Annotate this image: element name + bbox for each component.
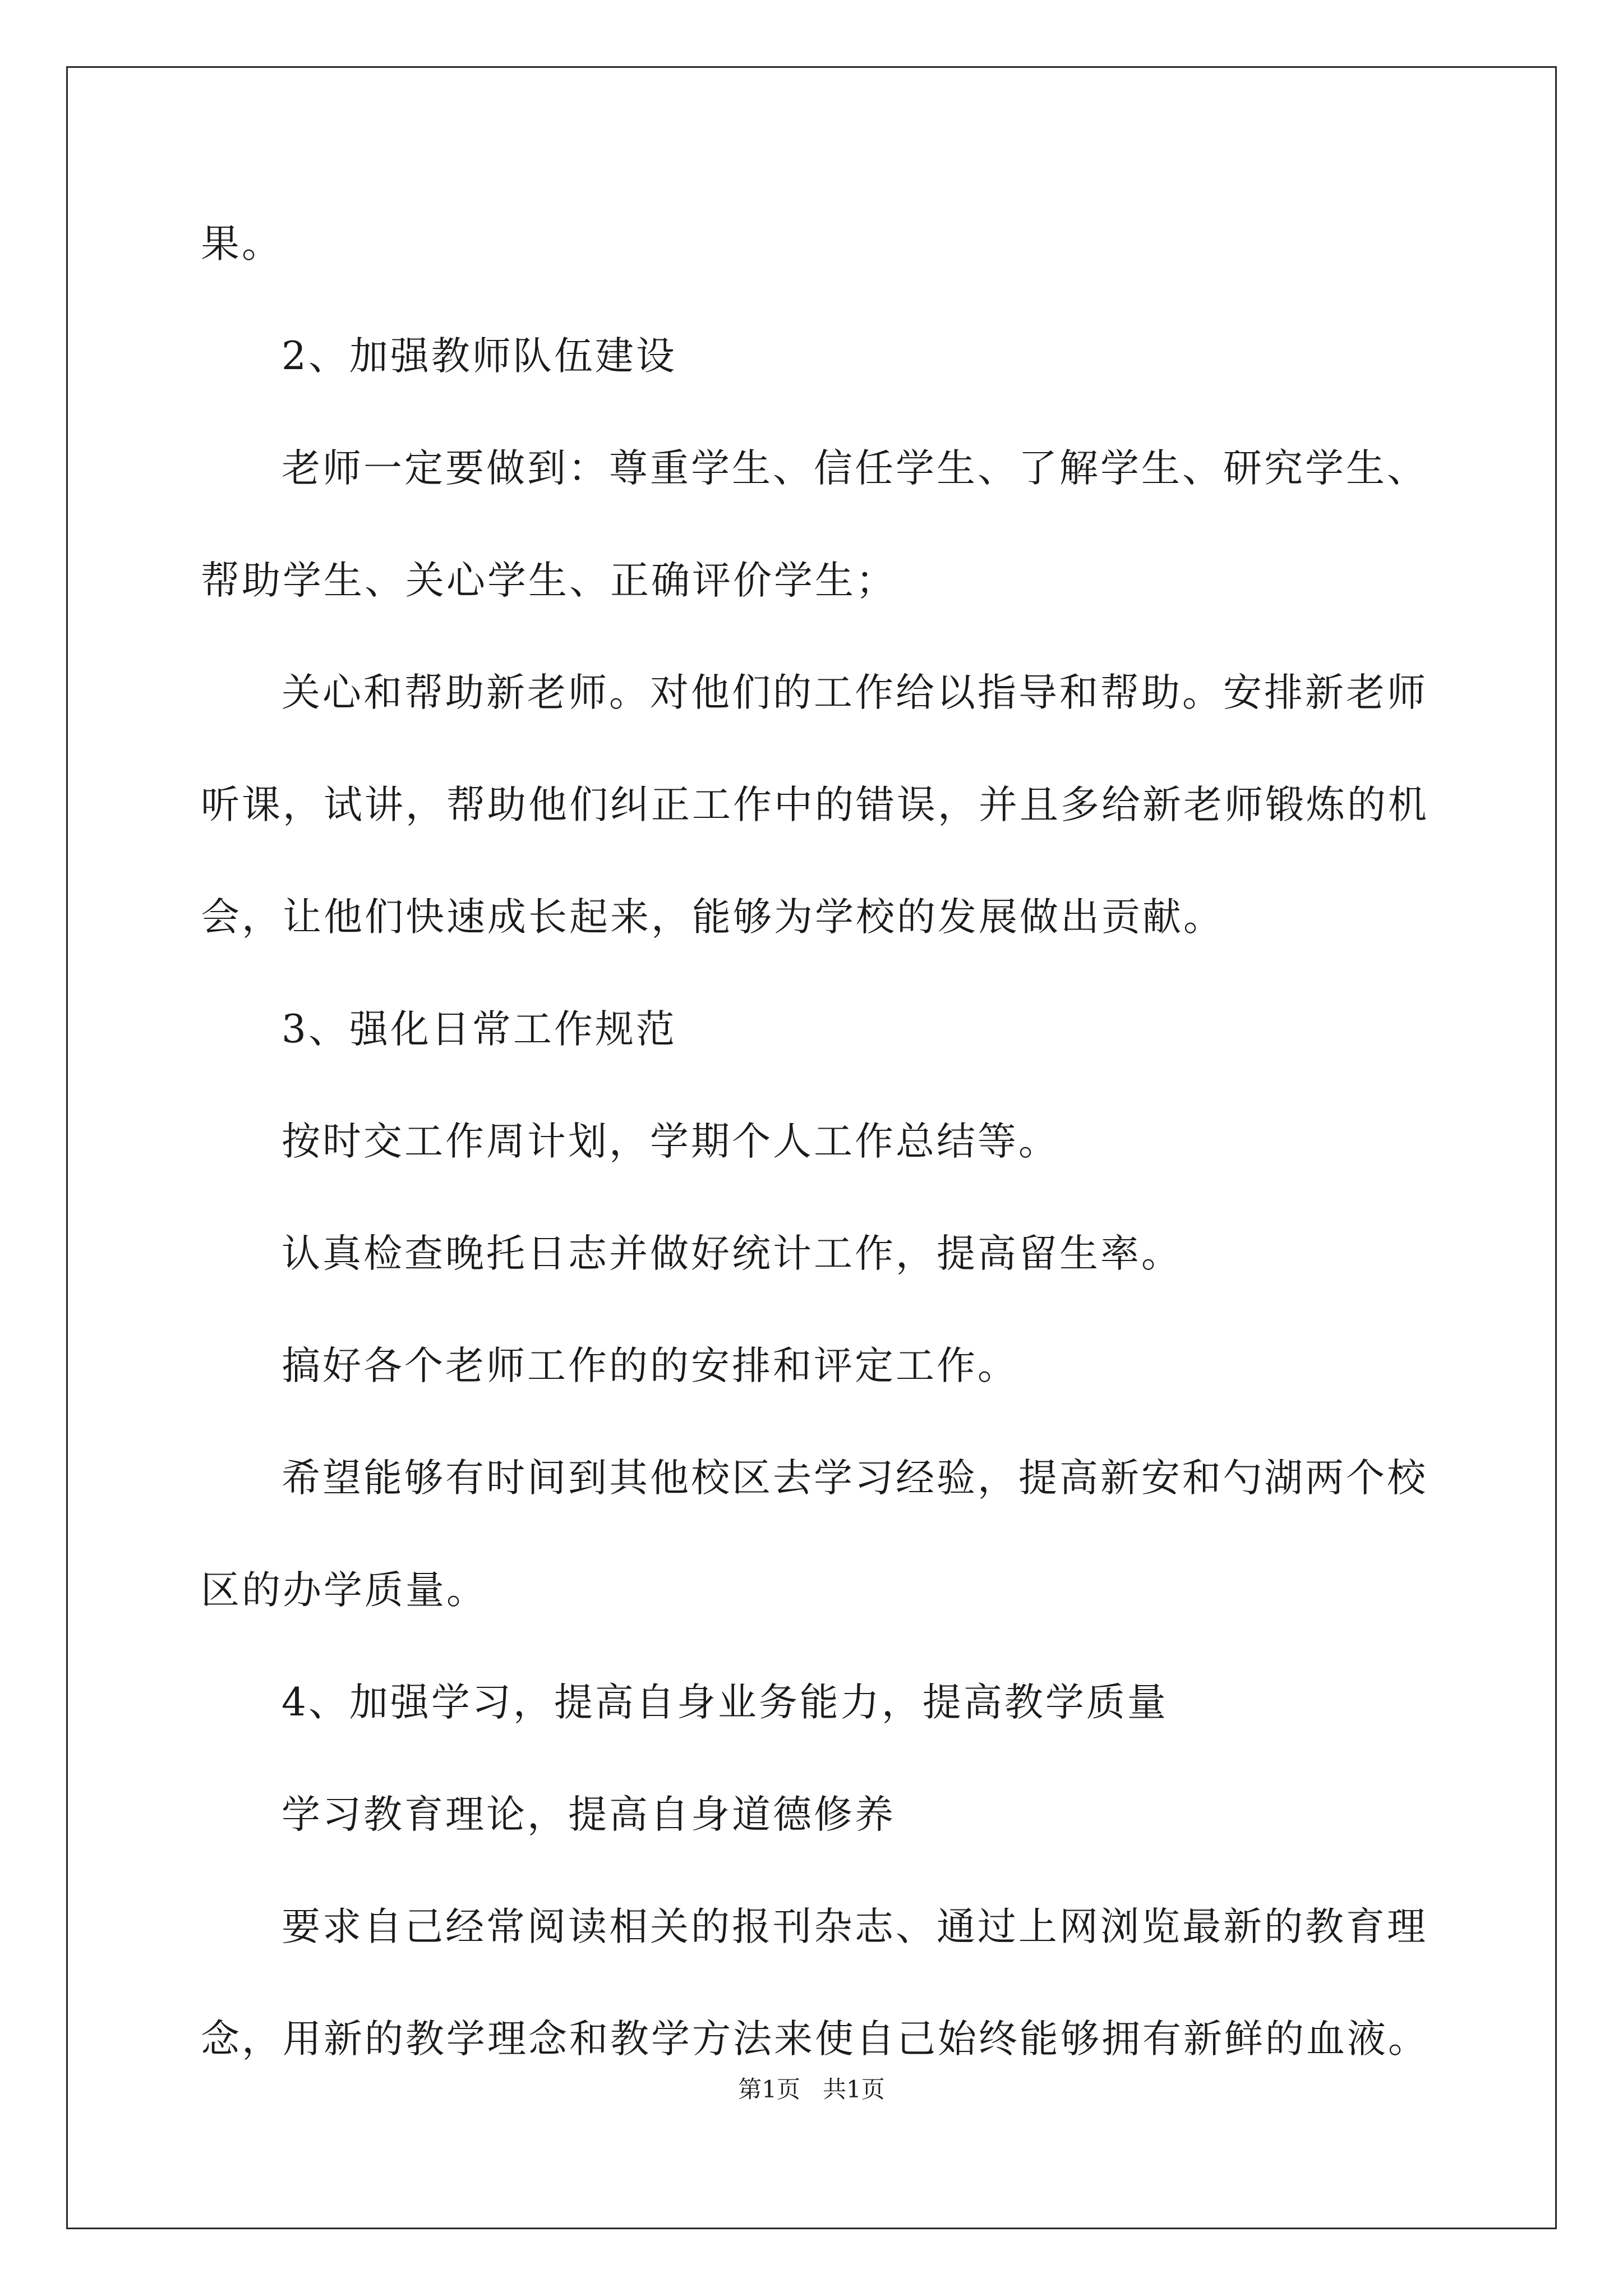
text-line: 果。 bbox=[201, 222, 283, 266]
text-line: 搞好各个老师工作的的安排和评定工作。 bbox=[282, 1343, 1018, 1388]
text-line: 希望能够有时间到其他校区去学习经验，提高新安和勺湖两个校 bbox=[282, 1456, 1428, 1501]
section-heading: 4、加强学习，提高自身业务能力，提高教学质量 bbox=[282, 1680, 1168, 1725]
section-heading: 2、加强教师队伍建设 bbox=[282, 334, 677, 379]
text-line: 听课，试讲，帮助他们纠正工作中的错误，并且多给新老师锻炼的机 bbox=[201, 783, 1429, 827]
text-line: 会，让他们快速成长起来，能够为学校的发展做出贡献。 bbox=[201, 895, 1224, 940]
section-heading: 3、强化日常工作规范 bbox=[282, 1007, 677, 1052]
text-line: 区的办学质量。 bbox=[201, 1568, 487, 1613]
text-line: 学习教育理论，提高自身道德修养 bbox=[282, 1792, 896, 1837]
page-number: 第1页 bbox=[738, 2076, 800, 2103]
text-line: 念，用新的教学理念和教学方法来使自己始终能够拥有新鲜的血液。 bbox=[201, 2017, 1429, 2062]
text-line: 关心和帮助新老师。对他们的工作给以指导和帮助。安排新老师 bbox=[282, 670, 1428, 715]
page-footer bbox=[0, 2076, 1623, 2104]
text-line: 帮助学生、关心学生、正确评价学生； bbox=[201, 558, 897, 603]
text-line: 要求自己经常阅读相关的报刊杂志、通过上网浏览最新的教育理 bbox=[282, 1904, 1428, 1949]
text-line: 老师一定要做到：尊重学生、信任学生、了解学生、研究学生、 bbox=[282, 446, 1428, 491]
text-line: 按时交工作周计划，学期个人工作总结等。 bbox=[282, 1119, 1059, 1164]
page-total: 共1页 bbox=[823, 2076, 885, 2103]
text-line: 认真检查晚托日志并做好统计工作，提高留生率。 bbox=[282, 1231, 1182, 1276]
